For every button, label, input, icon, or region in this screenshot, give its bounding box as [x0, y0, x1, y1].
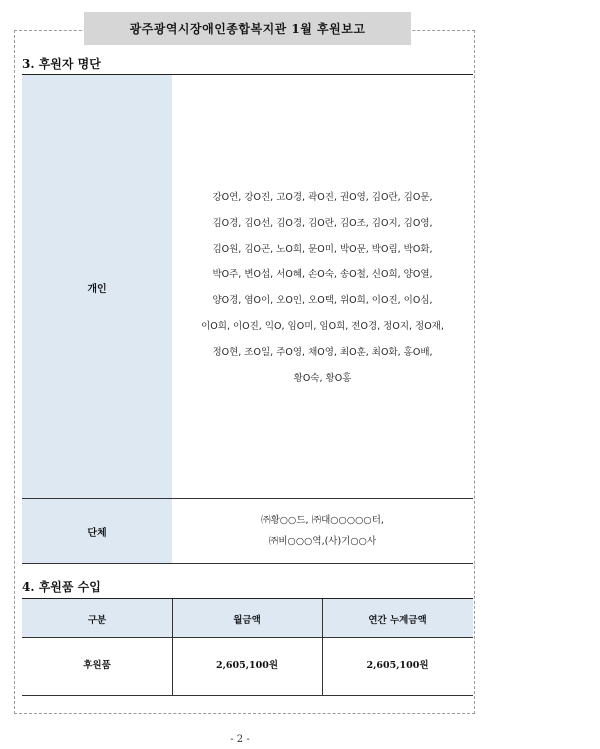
group-donor-list — [172, 510, 473, 552]
donor-line: 강O연, 강O진, 고O경, 곽O진, 권O영, 김O란, 김O문, — [212, 192, 433, 203]
donor-line: 김O원, 김O곤, 노O희, 문O미, 박O문, 박O림, 박O화, — [212, 243, 433, 255]
section4-bottom-rule — [22, 695, 473, 696]
donor-line: 황O숙, 황O홍 — [293, 372, 352, 384]
donor-line: 이O희, 이O진, 익O, 임O미, 임O희, 전O경, 정O지, 정O재, — [201, 320, 444, 332]
column-divider — [322, 599, 323, 695]
group-label: 단체 — [87, 528, 107, 539]
donor-line: 김O경, 김O선, 김O경, 김O란, 김O조, 김O지, 김O영, — [212, 217, 433, 229]
header-annual: 연간 누계금액 — [368, 615, 427, 626]
individual-donor-list — [172, 185, 473, 391]
row-category: 후원품 — [83, 660, 111, 671]
section3-heading: 3. 후원자 명단 — [22, 57, 101, 71]
header-category: 구분 — [87, 615, 107, 626]
report-title: 광주광역시장애인종합복지관 1월 후원보고 — [84, 12, 411, 45]
row-annual-amount: 2,605,100원 — [366, 660, 429, 671]
group-line: ㈜황○○드, ㈜대○○○○○터, — [261, 515, 384, 526]
row-monthly-amount: 2,605,100원 — [215, 660, 279, 671]
column-divider — [172, 599, 173, 695]
header-monthly: 월금액 — [233, 615, 261, 626]
page-number: - 2 - — [230, 734, 250, 745]
donor-line: 정O현, 조O일, 주O영, 채O영, 최O훈, 최O화, 홍O배, — [212, 346, 433, 358]
table-header-divider — [22, 637, 473, 638]
individual-label: 개인 — [87, 284, 107, 295]
section3-bottom-rule — [22, 563, 473, 564]
section4-heading: 4. 후원품 수입 — [22, 580, 101, 594]
group-line: ㈜비○○○역,(사)기○○사 — [268, 536, 377, 547]
donor-line: 박O주, 변O섭, 서O혜, 손O숙, 송O철, 신O희, 양O열, — [212, 269, 433, 281]
donor-line: 양O경, 염O이, 오O인, 오O택, 위O희, 이O진, 이O심, — [212, 295, 433, 307]
